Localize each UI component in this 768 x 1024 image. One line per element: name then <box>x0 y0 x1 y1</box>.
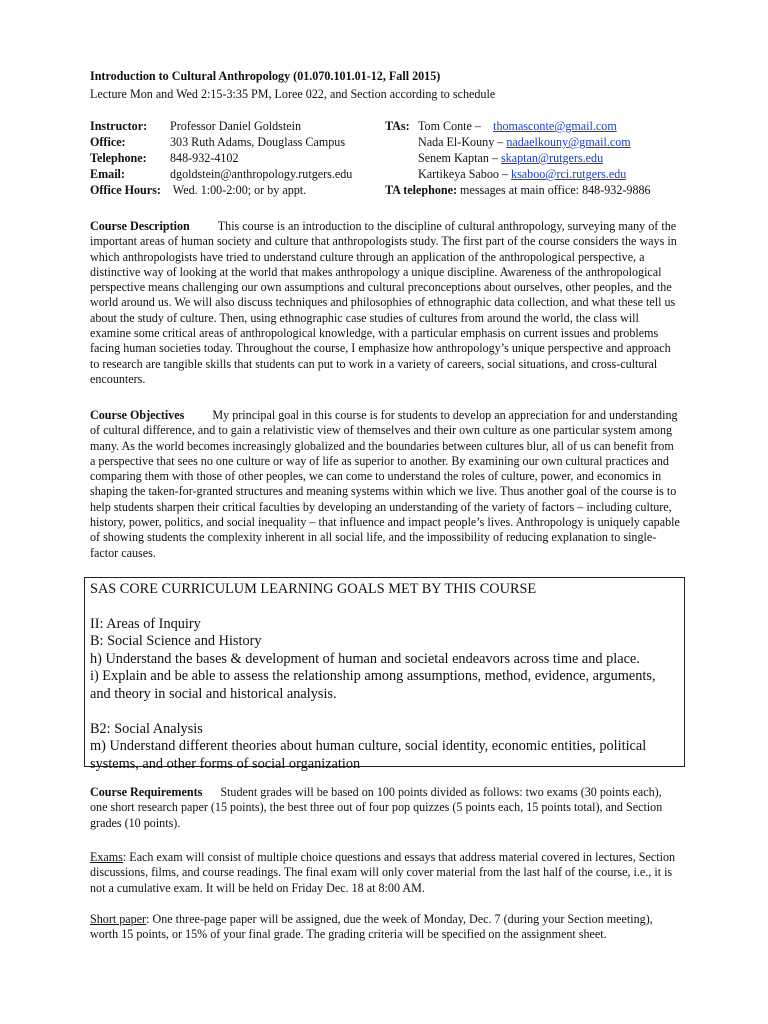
goal-i: i) Explain and be able to assess the relationship among assumptions, method, evidence, arguments, and theory in social and historical analysis. <box>90 668 656 702</box>
tas-label: TAs: <box>385 119 410 133</box>
course-requirements-heading: Course Requirements <box>90 785 203 799</box>
ta-name-text: Senem Kaptan – <box>418 151 498 165</box>
social-analysis: B2: Social Analysis <box>90 720 203 737</box>
course-objectives-heading: Course Objectives <box>90 408 185 422</box>
telephone-value: 848-932-4102 <box>170 151 239 165</box>
course-requirements <box>90 785 680 831</box>
office-hours-value: Wed. 1:00-2:00; or by appt. <box>170 183 307 197</box>
ta-telephone-row <box>385 183 651 199</box>
ta-email-link[interactable]: thomasconte@gmail.com <box>493 119 617 133</box>
email-value: dgoldstein@anthropology.rutgers.edu <box>170 167 353 181</box>
course-description-text: This course is an introduction to the discipline of cultural anthropology, surveying many of the important areas of human society and culture that anthropologists study. The first part of the course considers the ways in which anthropologists have tried to understand culture through an application of the anthropological perspective, a distinctive way of looking at the world that makes anthropology a unique discipline. Awareness of the anthropological perspective means challenging our own assumptions and cultural preconceptions about ourselves, other peoples, and the world around us. We will also discuss techniques and philosophies of ethnographic data collection, and what these tell us about the study of culture. Then, using ethnographic case studies of cultures from around the world, the class will examine some critical areas of anthropological knowledge, with a particular emphasis on current issues and problems facing human societies today. Throughout the course, I emphasize how anthropology’s unique perspective and approach to research are tangible skills that students can put to work in a variety of careers, social situations, and cross-cultural encounters. <box>90 219 677 386</box>
course-description <box>90 219 680 387</box>
exams-section <box>90 850 680 896</box>
course-description-heading: Course Description <box>90 219 190 233</box>
short-paper-section <box>90 912 680 943</box>
office-hours-label: Office Hours: <box>90 183 161 197</box>
ta-name <box>418 135 631 150</box>
ta-name-text: Nada El-Kouny – <box>418 135 504 149</box>
short-paper-text: : One three-page paper will be assigned, due the week of Monday, Dec. 7 (during your Section meeting), worth 15 points, or 15% of your final grade. The grading criteria will be specified on the assignment sheet. <box>90 912 653 942</box>
ta-email-link[interactable]: skaptan@rutgers.edu <box>500 151 604 165</box>
ta-telephone-value: messages at main office: 848-932-9886 <box>460 183 651 197</box>
ta-email-link[interactable]: nadaelkouny@gmail.com <box>506 135 631 149</box>
instructor-label: Instructor: <box>90 119 148 133</box>
email-label: Email: <box>90 167 125 181</box>
instructor-value: Professor Daniel Goldstein <box>170 119 301 133</box>
exams-label: Exams <box>90 850 123 864</box>
short-paper-label: Short paper <box>90 912 147 926</box>
office-value: 303 Ruth Adams, Douglass Campus <box>170 135 346 149</box>
social-science-history: B: Social Science and History <box>90 633 262 650</box>
course-title: Introduction to Cultural Anthropology (01.070.101.01-12, Fall 2015) <box>90 69 441 83</box>
areas-of-inquiry: II: Areas of Inquiry <box>90 615 201 632</box>
ta-name <box>418 151 603 166</box>
learning-goals-box <box>84 577 685 772</box>
course-requirements-text: Student grades will be based on 100 points divided as follows: two exams (30 points each), one short research paper (15 points), the best three out of four pop quizzes (5 points each, 15 points total), and Section grades (10 points). <box>90 785 663 830</box>
office-label: Office: <box>90 135 126 149</box>
goal-h: h) Understand the bases & development of human and societal endeavors across time and place. <box>90 650 640 667</box>
course-objectives <box>90 408 680 561</box>
ta-row <box>385 119 617 135</box>
ta-name-text: Tom Conte – <box>418 119 481 133</box>
course-objectives-text: My principal goal in this course is for students to develop an appreciation for and understanding of cultural difference, and to gain a relativistic view of themselves and their own culture as one particular system among many. As the world becomes increasingly globalized and the boundaries between cultures blur, all of us can benefit from a perspective that sees no one culture or way of life as superior to another. By examining our own cultural practices and comparing them with those of other peoples, we can come to understand the roles of culture, power, and economics in shaping the taken-for-granted structures and meaning systems within which we live. Thus another goal of the course is to help students sharpen their critical faculties by developing an understanding of the variety of factors – including culture, history, power, politics, and social inequality – that influence and impact people’s lives. Anthropology is uniquely capable of showing students the complexity inherent in all social life, and the impossibility of reducing explanation to single-factor causes. <box>90 408 680 560</box>
ta-telephone-label: TA telephone: <box>385 183 458 197</box>
ta-name <box>418 167 626 182</box>
ta-email-link[interactable]: ksaboo@rci.rutgers.edu <box>511 167 627 181</box>
ta-name-text: Kartikeya Saboo – <box>418 167 509 181</box>
course-schedule: Lecture Mon and Wed 2:15-3:35 PM, Loree 022, and Section according to schedule <box>90 87 496 101</box>
learning-goals-title: SAS CORE CURRICULUM LEARNING GOALS MET BY THIS COURSE <box>90 581 537 597</box>
ta-name <box>418 119 617 134</box>
exams-text: : Each exam will consist of multiple choice questions and essays that address material covered in lectures, Section discussions, films, and course readings. The final exam will only cover material from the last half of the course, i.e., it is not a cumulative exam. It will be held on Friday Dec. 18 at 8:00 AM. <box>90 850 676 895</box>
telephone-label: Telephone: <box>90 151 147 165</box>
goal-m: m) Understand different theories about human culture, social identity, economic entities, political systems, and other forms of social organization <box>90 738 647 772</box>
